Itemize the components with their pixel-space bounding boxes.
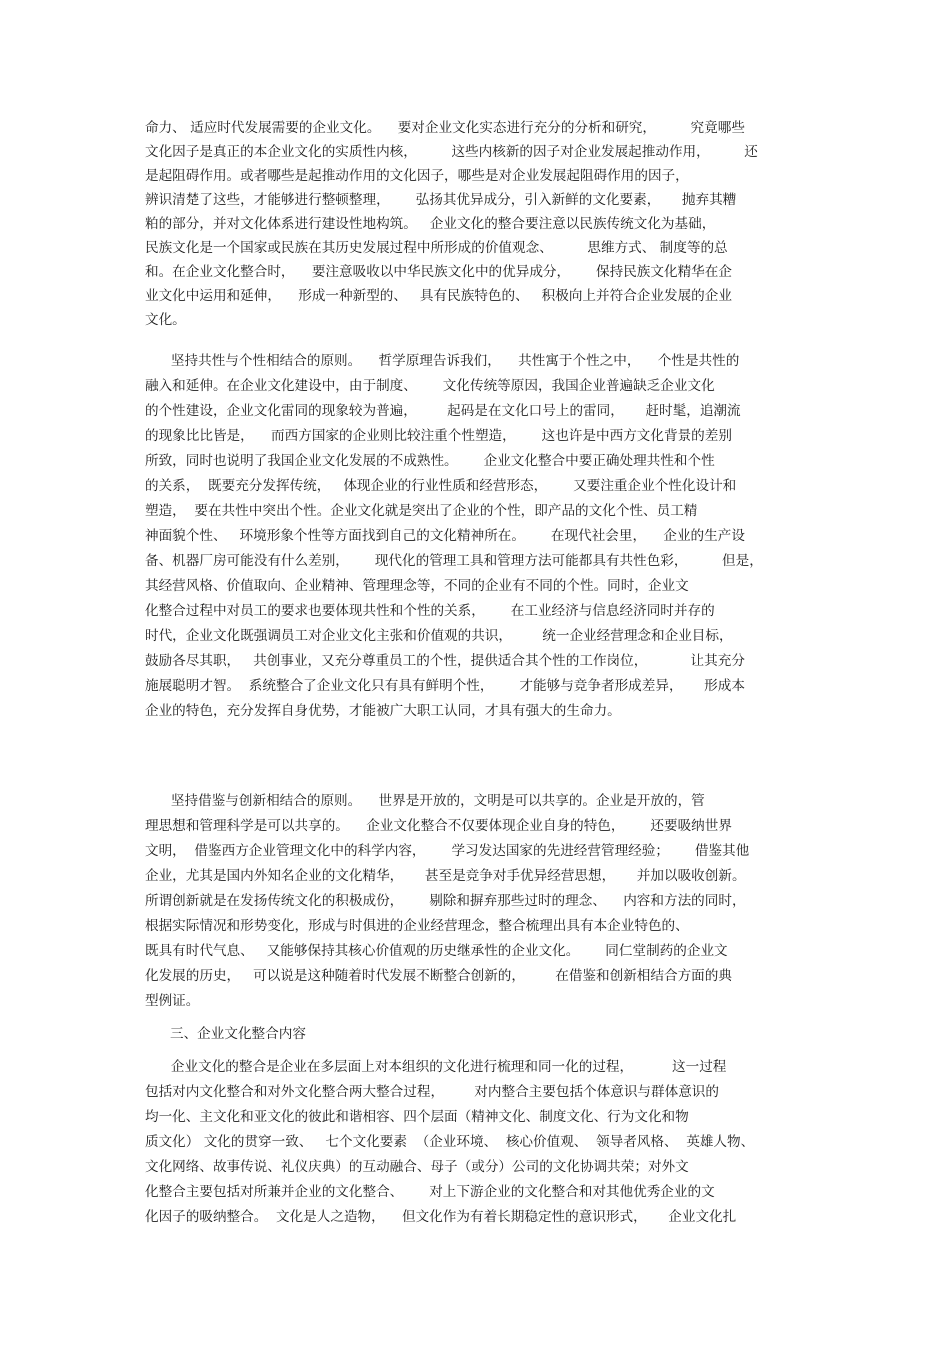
text-line: 质文化） 文化的贯穿一致、 七个文化要素 （企业环境、 核心价值观、 领导者风格、 英雄人物、 (145, 1134, 755, 1150)
text-line: 理思想和管理科学是可以共享的。 企业文化整合不仅要体现企业自身的特色， 还要吸纳世界 (145, 818, 732, 834)
text-line: 时代，企业文化既强调员工对企业文化主张和价值观的共识， 统一企业经营理念和企业目标， (145, 628, 733, 644)
text-line: 所致，同时也说明了我国企业文化发展的不成熟性。 企业文化整合中要正确处理共性和个性 (145, 453, 715, 469)
text-line: 化发展的历史， 可以说是这种随着时代发展不断整合创新的， 在借鉴和创新相结合方面的典 (145, 968, 732, 984)
text-line: 民族文化是一个国家或民族在其历史发展过程中所形成的价值观念、 思维方式、 制度等的总 (145, 240, 728, 256)
text-line: 施展聪明才智。 系统整合了企业文化只有具有鲜明个性， 才能够与竞争者形成差异， 形成本 (145, 678, 745, 694)
text-line: 的个性建设，企业文化雷同的现象较为普遍， 起码是在文化口号上的雷同， 赶时髦，追潮流 (145, 403, 741, 419)
text-line: 既具有时代气息、 又能够保持其核心价值观的历史继承性的企业文化。 同仁堂制药的企业文 (145, 943, 728, 959)
text-line: 塑造， 要在共性中突出个性。企业文化就是突出了企业的个性，即产品的文化个性、员工精 (145, 503, 698, 519)
text-line: 均一化、主文化和亚文化的彼此和谐相容、四个层面（精神文化、制度文化、行为文化和物 (145, 1109, 689, 1125)
text-line: 化整合主要包括对所兼并企业的文化整合、 对上下游企业的文化整合和对其他优秀企业的文 (145, 1184, 715, 1200)
text-line: 辨识清楚了这些，才能够进行整顿整理， 弘扬其优异成分，引入新鲜的文化要素， 抛弃其糟 (145, 192, 737, 208)
text-line: 型例证。 (145, 993, 200, 1009)
text-line: 企业文化的整合是企业在多层面上对本组织的文化进行梳理和同一化的过程， 这一过程 (145, 1059, 727, 1075)
text-line: 包括对内文化整合和对外文化整合两大整合过程， 对内整合主要包括个体意识与群体意识的 (145, 1084, 719, 1100)
text-line: 根据实际情况和形势变化，形成与时俱进的企业经营理念，整合梳理出具有本企业特色的、 (145, 918, 689, 934)
text-line: 化因子的吸纳整合。 文化是人之造物， 但文化作为有着长期稳定性的意识形式， 企业文化扎 (145, 1209, 737, 1225)
text-line: 是起阻碍作用。或者哪些是起推动作用的文化因子，哪些是对企业发展起阻碍作用的因子， (145, 168, 689, 184)
text-line: 命力、 适应时代发展需要的企业文化。 要对企业文化实态进行充分的分析和研究， 究竟哪些 (145, 120, 745, 136)
text-line: 鼓励各尽其职， 共创事业，又充分尊重员工的个性，提供适合其个性的工作岗位， 让其充分 (145, 653, 745, 669)
text-line: 文化网络、故事传说、礼仪庆典）的互动融合、母子（或分）公司的文化协调共荣；对外文 (145, 1159, 689, 1175)
text-line: 文化。 (145, 312, 186, 328)
text-line: 备、机器厂房可能没有什么差别， 现代化的管理工具和管理方法可能都具有共性色彩， 但是， (145, 553, 763, 569)
section-heading: 三、企业文化整合内容 (170, 1026, 306, 1042)
text-line: 坚持共性与个性相结合的原则。 哲学原理告诉我们， 共性寓于个性之中， 个性是共性的 (145, 353, 740, 369)
text-line: 化整合过程中对员工的要求也要体现共性和个性的关系， 在工业经济与信息经济同时并存的 (145, 603, 715, 619)
text-line: 文化因子是真正的本企业文化的实质性内核， 这些内核新的因子对企业发展起推动作用， 还 (145, 144, 758, 160)
text-line: 文明， 借鉴西方企业管理文化中的科学内容， 学习发达国家的先进经营管理经验； 借鉴其他 (145, 843, 750, 859)
text-line: 的现象比比皆是， 而西方国家的企业则比较注重个性塑造， 这也许是中西方文化背景的差别 (145, 428, 732, 444)
text-line: 所谓创新就是在发扬传统文化的积极成份， 剔除和摒弃那些过时的理念、 内容和方法的同时， (145, 893, 746, 909)
text-line: 其经营风格、价值取向、企业精神、管理理念等，不同的企业有不同的个性。同时，企业文 (145, 578, 689, 594)
text-line: 融入和延伸。在企业文化建设中，由于制度、 文化传统等原因，我国企业普遍缺乏企业文化 (145, 378, 715, 394)
text-line: 坚持借鉴与创新相结合的原则。 世界是开放的，文明是可以共享的。企业是开放的，管 (145, 793, 705, 809)
text-line: 的关系， 既要充分发挥传统， 体现企业的行业性质和经营形态， 又要注重企业个性化设计和 (145, 478, 737, 494)
text-line: 业文化中运用和延伸， 形成一种新型的、 具有民族特色的、 积极向上并符合企业发展的企业 (145, 288, 732, 304)
text-line: 企业，尤其是国内外知名企业的文化精华， 甚至是竞争对手优异经营思想， 并加以吸收创新。 (145, 868, 746, 884)
text-line: 企业的特色，充分发挥自身优势，才能被广大职工认同，才具有强大的生命力。 (145, 703, 621, 719)
text-line: 粕的部分，并对文化体系进行建设性地构筑。 企业文化的整合要注意以民族传统文化为基础， (145, 216, 716, 232)
text-line: 和。在企业文化整合时， 要注意吸收以中华民族文化中的优异成分， 保持民族文化精华在企 (145, 264, 732, 280)
text-line: 神面貌个性、 环境形象个性等方面找到自己的文化精神所在。 在现代社会里， 企业的生产设 (145, 528, 745, 544)
